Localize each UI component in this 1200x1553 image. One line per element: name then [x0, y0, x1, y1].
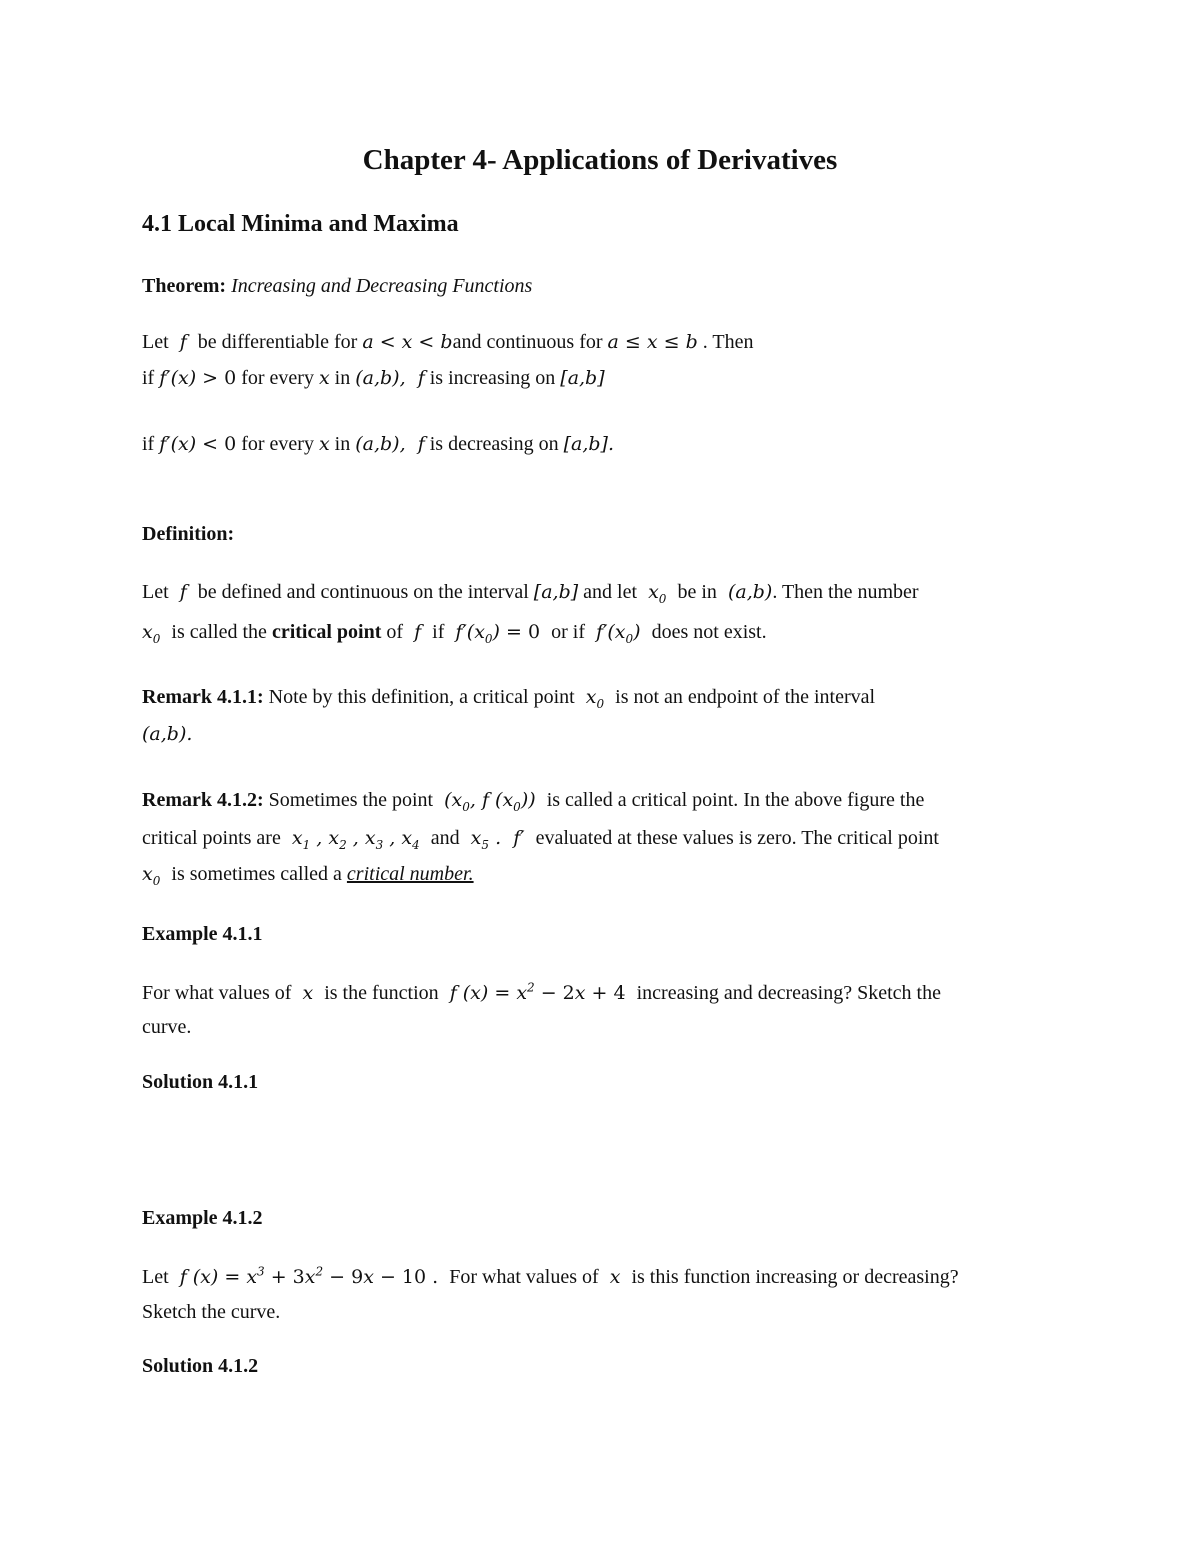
text: evaluated at these values is zero. The critical point	[535, 827, 939, 849]
text: is called a critical point. In the above figure the	[546, 789, 925, 811]
math-open-interval: (a,b), f	[355, 367, 425, 389]
critical-number-link[interactable]: critical number.	[346, 863, 474, 885]
remark-1-label: Remark 4.1.1:	[142, 686, 264, 708]
math-x: x	[603, 1266, 627, 1288]
math-closed-interval: [a,b].	[563, 433, 615, 455]
text: be differentiable for	[197, 331, 358, 353]
math-x0: $x_0$	[142, 863, 161, 888]
solution-1-label: Solution 4.1.1	[142, 1071, 259, 1093]
text: for every	[241, 367, 314, 389]
text: and let	[583, 581, 638, 603]
example-2-line-2: Sketch the curve.	[142, 1301, 281, 1323]
example-2-label: Example 4.1.2	[142, 1207, 263, 1229]
math-f: f	[173, 331, 193, 353]
math-interval-closed: a ≤ x ≤ b	[607, 331, 698, 353]
math-point-x0-fx0: ($x_0$, f $(x_0)$)	[438, 789, 542, 814]
text: if	[142, 367, 155, 389]
example-1-label: Example 4.1.1	[142, 923, 263, 945]
math-open-interval: (a,b)	[721, 581, 773, 603]
critical-point-term: critical point	[271, 621, 382, 643]
text: is this function increasing or decreasing?	[631, 1266, 959, 1288]
math-function-cubic: f $(x) = x^3 + 3x^2 - 9x - 10$ .	[173, 1264, 439, 1288]
solution-2-label: Solution 4.1.2	[142, 1355, 259, 1377]
remark-2-line-3	[142, 860, 474, 888]
math-f: f	[408, 621, 428, 643]
example-2-line-1	[142, 1263, 959, 1291]
theorem-label: Theorem:	[142, 275, 227, 297]
text: if	[142, 433, 155, 455]
definition-label: Definition:	[142, 523, 235, 545]
text: Let	[142, 581, 169, 603]
math-x0: $x_0$	[642, 581, 667, 606]
math-x5: $x_5$ . f′	[464, 827, 531, 852]
theorem-name: Increasing and Decreasing Functions	[231, 275, 533, 297]
text: and continuous for	[452, 331, 603, 353]
text: Let	[142, 331, 169, 353]
math-closed-interval: [a,b]	[533, 581, 579, 603]
text: is called the	[171, 621, 267, 643]
text: of	[386, 621, 404, 643]
math-fprime-positive: f′(x) > 0	[159, 367, 237, 389]
math-fprime-x0-zero: $f'(x_0) = 0$	[449, 621, 541, 646]
text: be in	[677, 581, 717, 603]
math-fprime-x0: $f'(x_0)$	[590, 621, 647, 646]
text: in	[334, 367, 351, 389]
math-f: f	[173, 581, 193, 603]
math-x0: $x_0$	[142, 621, 161, 646]
remark-2-label: Remark 4.1.2:	[142, 789, 264, 811]
math-critical-points-list: $x_1$ , $x_2$ , $x_3$ , $x_4$	[285, 827, 420, 852]
text: For what values of	[142, 982, 292, 1004]
remark-1-line-1	[142, 683, 875, 711]
definition-line-1	[142, 578, 919, 606]
text: Sometimes the point	[268, 789, 434, 811]
text: increasing and decreasing? Sketch the	[636, 982, 941, 1004]
text: . Then	[702, 331, 754, 353]
math-interval-open: a < x < b	[362, 331, 453, 353]
math-x0: $x_0$	[579, 686, 605, 711]
text: critical points are	[142, 827, 281, 849]
example-1-line-1	[142, 979, 941, 1007]
definition-line-2	[142, 618, 767, 646]
text: Let	[142, 1266, 169, 1288]
text: if	[432, 621, 445, 643]
section-heading: 4.1 Local Minima and Maxima	[142, 211, 459, 237]
remark-2-line-2	[142, 824, 939, 852]
text: Note by this definition, a critical point	[268, 686, 575, 708]
math-closed-interval: [a,b]	[560, 367, 605, 389]
text: is increasing on	[429, 367, 556, 389]
text: is not an endpoint of the interval	[615, 686, 876, 708]
text: be defined and continuous on the interval	[197, 581, 529, 603]
theorem-heading	[142, 272, 532, 300]
text: is the function	[324, 982, 439, 1004]
theorem-line-decreasing	[142, 430, 614, 458]
text: or if	[551, 621, 585, 643]
math-open-interval: (a,b), f	[355, 433, 425, 455]
remark-2-line-1	[142, 786, 924, 814]
math-x: x	[318, 367, 330, 389]
text: in	[334, 433, 351, 455]
text: does not exist.	[651, 621, 767, 643]
text: for every	[241, 433, 314, 455]
remark-1-line-2	[142, 720, 192, 748]
math-open-interval: (a,b).	[142, 723, 193, 745]
math-fprime-negative: f′(x) < 0	[159, 433, 237, 455]
math-x: x	[296, 982, 320, 1004]
text: and	[430, 827, 460, 849]
theorem-line-increasing	[142, 364, 605, 392]
theorem-line-1	[142, 328, 754, 356]
text: is sometimes called a	[171, 863, 342, 885]
text: . Then the number	[772, 581, 919, 603]
text: For what values of	[449, 1266, 599, 1288]
math-x: x	[318, 433, 330, 455]
text: is decreasing on	[429, 433, 559, 455]
chapter-title: Chapter 4- Applications of Derivatives	[362, 144, 838, 176]
example-1-line-2: curve.	[142, 1016, 192, 1038]
math-function-quadratic: f $(x) = x^2 - 2x + 4$	[443, 980, 626, 1004]
